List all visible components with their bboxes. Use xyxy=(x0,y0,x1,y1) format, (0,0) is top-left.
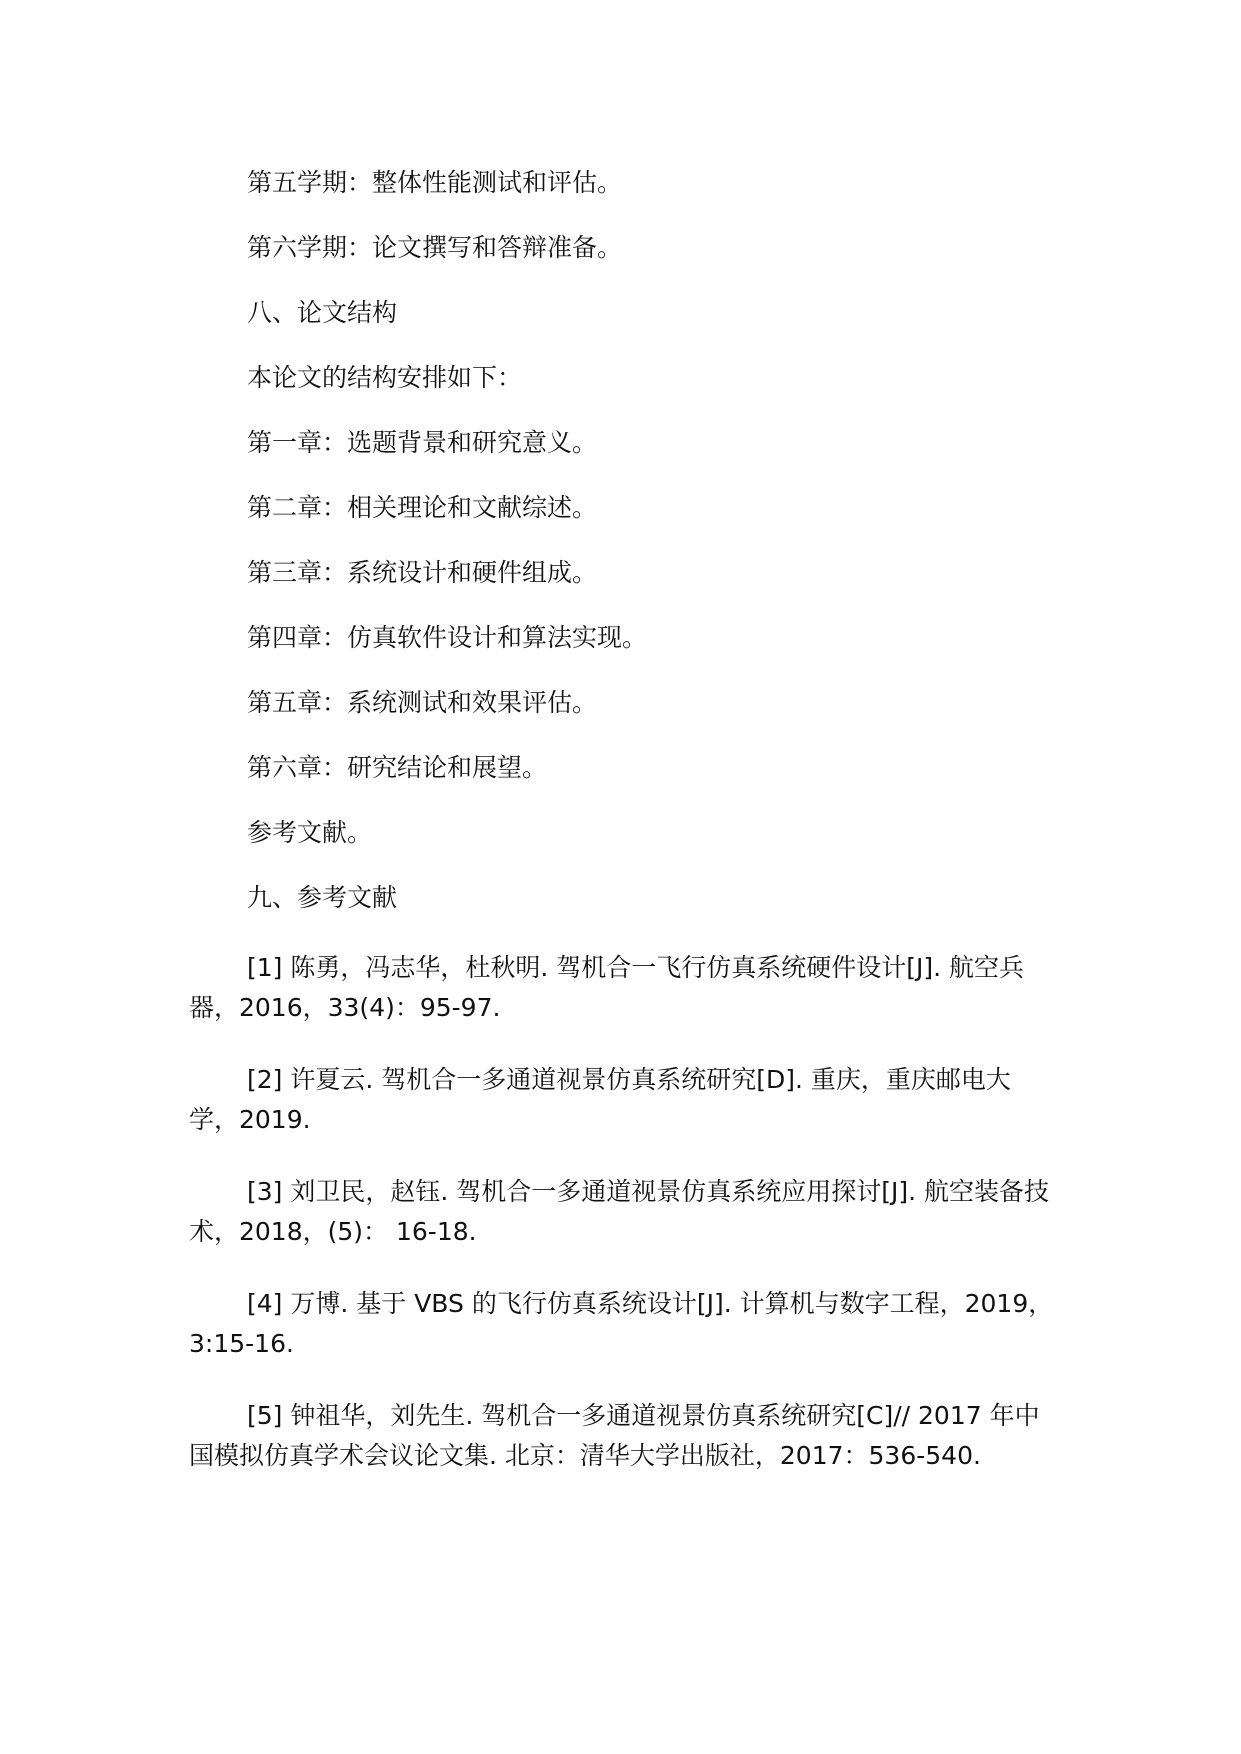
paragraph-chapter-5: 第五章：系统测试和效果评估。 xyxy=(247,688,598,717)
reference-list xyxy=(189,948,1055,1476)
section-heading-thesis-structure: 八、论文结构 xyxy=(247,298,398,327)
paragraph-chapter-1: 第一章：选题背景和研究意义。 xyxy=(247,428,598,457)
reference-entry-5: [5] 钟祖华，刘先生. 驾机合一多通道视景仿真系统研究[C]// 2017 年中国模拟仿真学术会议论文集. 北京：清华大学出版社，2017：536-540. xyxy=(189,1401,1040,1470)
document-body xyxy=(189,150,1055,1508)
paragraph-chapter-2: 第二章：相关理论和文献综述。 xyxy=(247,493,598,522)
paragraph-references-item: 参考文献。 xyxy=(247,818,373,847)
paragraph-semester-5: 第五学期：整体性能测试和评估。 xyxy=(247,168,623,197)
paragraph-semester-6: 第六学期：论文撰写和答辩准备。 xyxy=(247,233,623,262)
paragraph-structure-intro: 本论文的结构安排如下： xyxy=(247,363,523,392)
paragraph-chapter-4: 第四章：仿真软件设计和算法实现。 xyxy=(247,623,648,652)
reference-entry-2: [2] 许夏云. 驾机合一多通道视景仿真系统研究[D]. 重庆，重庆邮电大学，2019. xyxy=(189,1065,1011,1134)
reference-entry-3: [3] 刘卫民，赵钰. 驾机合一多通道视景仿真系统应用探讨[J]. 航空装备技术，2018，(5)： 16-18. xyxy=(189,1177,1050,1246)
reference-entry-1: [1] 陈勇，冯志华，杜秋明. 驾机合一飞行仿真系统硬件设计[J]. 航空兵器，2016，33(4)：95-97. xyxy=(189,953,1025,1022)
paragraph-chapter-3: 第三章：系统设计和硬件组成。 xyxy=(247,558,598,587)
paragraph-chapter-6: 第六章：研究结论和展望。 xyxy=(247,753,548,782)
section-heading-references: 九、参考文献 xyxy=(247,883,398,912)
reference-entry-4: [4] 万博. 基于 VBS 的飞行仿真系统设计[J]. 计算机与数字工程，2019，3:15-16. xyxy=(189,1289,1054,1358)
